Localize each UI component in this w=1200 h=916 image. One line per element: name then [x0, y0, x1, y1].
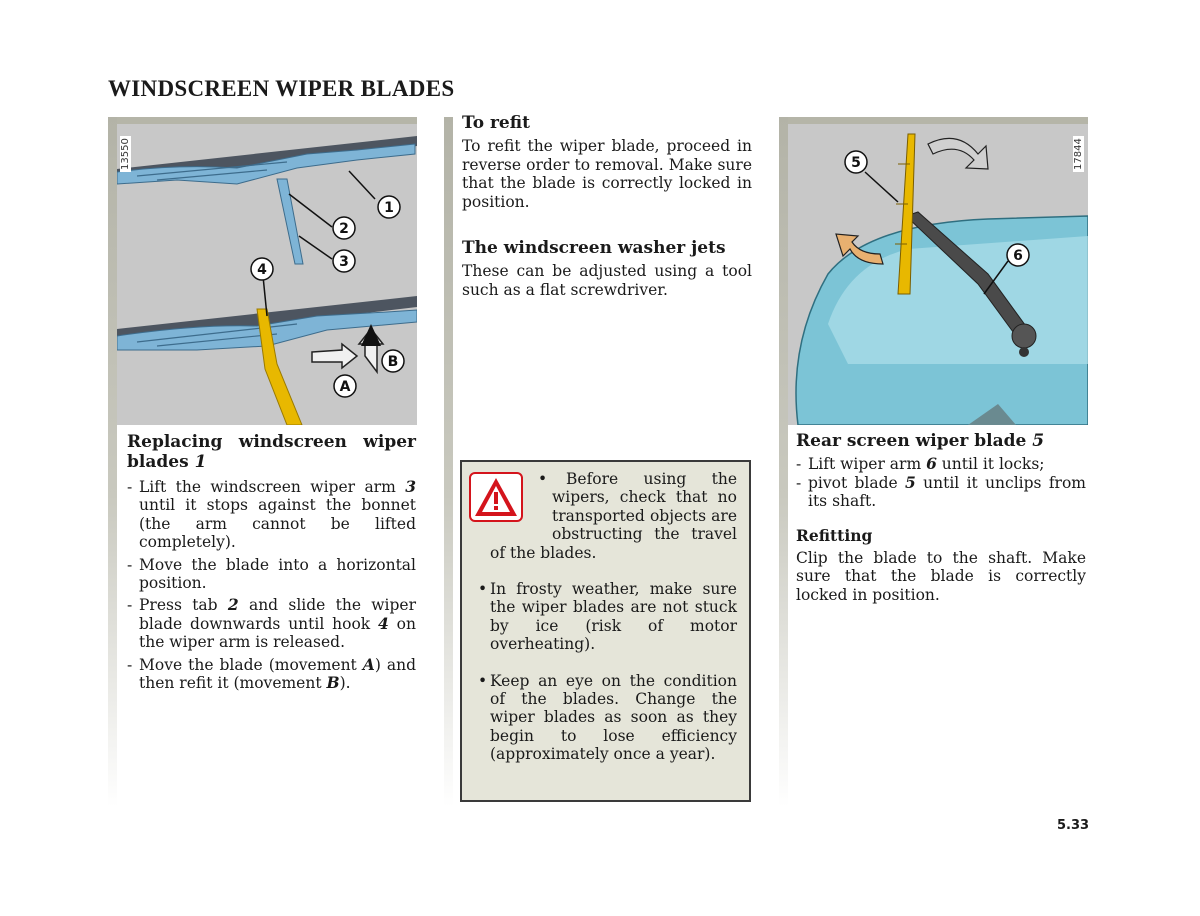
middle-column-text [462, 114, 752, 299]
warning-item: • Keep an eye on the condition of the blades. Change the wiper blades as soon as they begin to lose efficiency (approximately once a year). [478, 671, 737, 764]
list-item: - Press tab 2 and slide the wiper blade downwards until hook 4 on the wiper arm is released. [127, 596, 416, 651]
right-column-text [796, 432, 1086, 604]
figure-reference-number: 17844 [1073, 138, 1084, 170]
list-item: - Move the blade (movement A) and then refit it (movement B). [127, 656, 416, 693]
warning-item: • In frosty weather, make sure the wiper blades are not stuck by ice (risk of motor overheating). [478, 580, 737, 654]
middle-gutter-bar [444, 117, 453, 807]
list-item: - Move the blade into a horizontal position. [127, 556, 416, 593]
replacing-blades-heading: Replacing windscreen wiper blades 1 [127, 432, 416, 472]
left-gutter-bar [108, 117, 117, 807]
rear-wiper-illustration [788, 117, 1088, 425]
list-item: - Lift wiper arm 6 until it locks; [796, 455, 1086, 473]
left-column-text [127, 432, 416, 696]
wiper-blade-removal-illustration [117, 117, 417, 425]
right-gutter-bar [779, 117, 788, 807]
warning-item: • Before using the wipers, check that no transported objects are obstructing the travel of the blades. [490, 470, 737, 562]
washer-jets-paragraph: These can be adjusted using a tool such as a flat screwdriver. [462, 262, 752, 299]
warning-box [460, 460, 751, 802]
callout-6: 6 [1013, 248, 1023, 264]
callout-A: A [339, 379, 351, 395]
page-number: 5.33 [1057, 818, 1090, 833]
list-item: - pivot blade 5 until it unclips from its shaft. [796, 474, 1086, 511]
refitting-heading: Refitting [796, 525, 873, 545]
washer-jets-heading: The windscreen washer jets [462, 238, 726, 259]
list-item: - Lift the windscreen wiper arm 3 until it stops against the bonnet (the arm cannot be lifted completely). [127, 478, 416, 552]
callout-3: 3 [339, 254, 349, 270]
to-refit-heading: To refit [462, 113, 530, 133]
callout-2: 2 [339, 221, 349, 237]
to-refit-paragraph: To refit the wiper blade, proceed in reverse order to removal. Make sure that the blade is correctly locked in position. [462, 137, 752, 211]
callout-4: 4 [257, 262, 267, 278]
page-title: WINDSCREEN WIPER BLADES [108, 76, 455, 101]
rear-wiper-heading: Rear screen wiper blade 5 [796, 431, 1045, 451]
callout-B: B [387, 354, 399, 370]
figure-reference-number: 13550 [120, 138, 131, 170]
rear-wiper-steps-list [796, 455, 1086, 510]
removal-steps-list [127, 478, 416, 692]
callout-1: 1 [384, 200, 394, 216]
callout-5: 5 [851, 155, 861, 171]
refitting-paragraph: Clip the blade to the shaft. Make sure that the blade is correctly locked in position. [796, 549, 1086, 604]
